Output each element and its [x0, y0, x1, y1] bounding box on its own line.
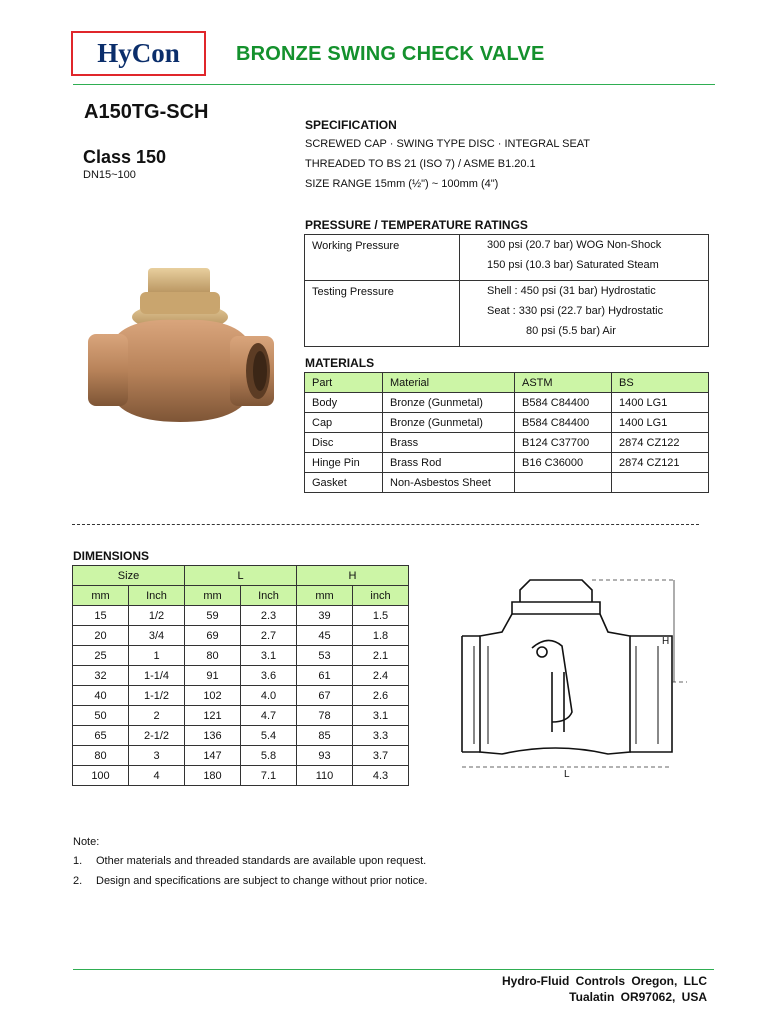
- table-cell: 39: [297, 606, 353, 626]
- drawing-cap: [520, 580, 592, 602]
- note-number: 1.: [73, 855, 83, 867]
- table-cell: Bronze (Gunmetal): [383, 393, 515, 413]
- table-cell: 3.7: [353, 746, 409, 766]
- rating-values: [460, 235, 709, 281]
- materials-heading: MATERIALS: [305, 356, 375, 370]
- table-header-row: [305, 373, 709, 393]
- table-cell: 4.0: [241, 686, 297, 706]
- table-cell: 3.1: [353, 706, 409, 726]
- note-number: 2.: [73, 875, 83, 887]
- table-cell: 1400 LG1: [612, 393, 709, 413]
- table-cell: Non-Asbestos Sheet: [383, 473, 515, 493]
- rating-label: Testing Pressure: [305, 281, 460, 347]
- note-text: Other materials and threaded standards are available upon request.: [96, 855, 427, 867]
- table-cell: 80: [185, 646, 241, 666]
- table-cell: 53: [297, 646, 353, 666]
- table-row: [73, 606, 409, 626]
- table-row: [73, 626, 409, 646]
- table-row: [305, 433, 709, 453]
- dn-range: DN15~100: [83, 169, 136, 181]
- drawing-label-l: L: [564, 769, 570, 780]
- table-cell: 91: [185, 666, 241, 686]
- materials-table: [304, 372, 709, 493]
- table-row: [73, 746, 409, 766]
- column-header: mm: [185, 586, 241, 606]
- note-text: Design and specifications are subject to change without prior notice.: [96, 875, 428, 887]
- notes-heading: Note:: [73, 836, 100, 848]
- column-header: Inch: [129, 586, 185, 606]
- top-divider: [73, 84, 715, 85]
- table-cell: 5.8: [241, 746, 297, 766]
- dimensions-table: [72, 565, 409, 786]
- table-cell: 80: [73, 746, 129, 766]
- table-cell: 1-1/4: [129, 666, 185, 686]
- table-row: [305, 473, 709, 493]
- drawing-cap-flange: [512, 602, 600, 614]
- spec-line: THREADED TO BS 21 (ISO 7) / ASME B1.20.1: [305, 158, 536, 170]
- rating-line: Seat : 330 psi (22.7 bar) Hydrostatic: [487, 305, 664, 317]
- table-cell: 1.5: [353, 606, 409, 626]
- table-cell: 4.3: [353, 766, 409, 786]
- table-cell: 7.1: [241, 766, 297, 786]
- column-header: Inch: [241, 586, 297, 606]
- table-cell: 32: [73, 666, 129, 686]
- table-cell: B124 C37700: [515, 433, 612, 453]
- note-item: [73, 855, 426, 867]
- table-cell: Cap: [305, 413, 383, 433]
- ratings-table: [304, 234, 709, 347]
- ratings-heading: PRESSURE / TEMPERATURE RATINGS: [305, 218, 528, 232]
- column-header: BS: [612, 373, 709, 393]
- note-item: [73, 875, 427, 887]
- bottom-divider: [73, 969, 714, 970]
- table-cell: 1400 LG1: [612, 413, 709, 433]
- table-cell: 78: [297, 706, 353, 726]
- table-cell: 93: [297, 746, 353, 766]
- table-cell: 180: [185, 766, 241, 786]
- drawing-label-h: H: [662, 636, 670, 647]
- table-row: [73, 666, 409, 686]
- table-cell: 5.4: [241, 726, 297, 746]
- section-divider: [72, 524, 699, 525]
- table-cell: 65: [73, 726, 129, 746]
- table-cell: 20: [73, 626, 129, 646]
- table-cell: Brass Rod: [383, 453, 515, 473]
- table-cell: 121: [185, 706, 241, 726]
- spec-line: SIZE RANGE 15mm (½") ~ 100mm (4"): [305, 178, 499, 190]
- table-cell: B584 C84400: [515, 393, 612, 413]
- rating-line: 150 psi (10.3 bar) Saturated Steam: [487, 259, 659, 271]
- rating-line: 300 psi (20.7 bar) WOG Non-Shock: [487, 239, 662, 251]
- valve-thread: [253, 351, 267, 391]
- specification-heading: SPECIFICATION: [305, 118, 397, 132]
- table-cell: Gasket: [305, 473, 383, 493]
- rating-line: Shell : 450 psi (31 bar) Hydrostatic: [487, 285, 656, 297]
- document-title: BRONZE SWING CHECK VALVE: [236, 43, 545, 65]
- rating-label: Working Pressure: [305, 235, 460, 281]
- table-cell: Disc: [305, 433, 383, 453]
- column-header: Part: [305, 373, 383, 393]
- brand-name: HyCon: [97, 38, 180, 68]
- table-cell: 61: [297, 666, 353, 686]
- table-cell: 1-1/2: [129, 686, 185, 706]
- table-cell: Brass: [383, 433, 515, 453]
- table-cell: 100: [73, 766, 129, 786]
- table-cell: 3/4: [129, 626, 185, 646]
- valve-cross-section-drawing: [452, 572, 697, 787]
- table-cell: 2874 CZ121: [612, 453, 709, 473]
- table-cell: 110: [297, 766, 353, 786]
- table-cell: 3.3: [353, 726, 409, 746]
- model-number: A150TG-SCH: [84, 101, 209, 123]
- table-cell: 40: [73, 686, 129, 706]
- table-row: [73, 686, 409, 706]
- table-cell: 2.7: [241, 626, 297, 646]
- table-cell: 1: [129, 646, 185, 666]
- table-cell: 2.4: [353, 666, 409, 686]
- table-cell: 4: [129, 766, 185, 786]
- rating-values: [460, 281, 709, 347]
- column-group-header: Size: [73, 566, 185, 586]
- table-cell: 2.1: [353, 646, 409, 666]
- table-cell: 1/2: [129, 606, 185, 626]
- rating-line: 80 psi (5.5 bar) Air: [526, 325, 616, 337]
- table-cell: 2874 CZ122: [612, 433, 709, 453]
- column-header: ASTM: [515, 373, 612, 393]
- drawing-seat: [552, 672, 564, 732]
- table-cell: 2.3: [241, 606, 297, 626]
- table-cell: [612, 473, 709, 493]
- table-subheader-row: [73, 586, 409, 606]
- table-row: [73, 726, 409, 746]
- drawing-hinge-pin: [537, 647, 547, 657]
- table-cell: B584 C84400: [515, 413, 612, 433]
- valve-inlet: [88, 334, 128, 406]
- column-header: mm: [73, 586, 129, 606]
- dimensions-heading: DIMENSIONS: [73, 549, 150, 563]
- table-row: [305, 453, 709, 473]
- column-group-header: L: [185, 566, 297, 586]
- table-cell: 102: [185, 686, 241, 706]
- column-group-header: H: [297, 566, 409, 586]
- table-cell: Body: [305, 393, 383, 413]
- table-cell: 59: [185, 606, 241, 626]
- footer-address: Tualatin OR97062, USA: [569, 990, 707, 1004]
- table-cell: 15: [73, 606, 129, 626]
- table-row: [305, 235, 709, 281]
- table-cell: 147: [185, 746, 241, 766]
- valve-bonnet: [140, 292, 220, 314]
- valve-photo: [80, 262, 280, 432]
- table-cell: 2-1/2: [129, 726, 185, 746]
- table-cell: 25: [73, 646, 129, 666]
- column-header: Material: [383, 373, 515, 393]
- table-row: [305, 413, 709, 433]
- table-row: [305, 281, 709, 347]
- table-cell: 67: [297, 686, 353, 706]
- table-row: [73, 706, 409, 726]
- table-cell: 45: [297, 626, 353, 646]
- table-cell: 3.6: [241, 666, 297, 686]
- table-cell: Hinge Pin: [305, 453, 383, 473]
- table-cell: B16 C36000: [515, 453, 612, 473]
- brand-logo: [71, 31, 206, 76]
- drawing-body: [480, 614, 630, 754]
- table-cell: 3.1: [241, 646, 297, 666]
- table-cell: 2.6: [353, 686, 409, 706]
- table-cell: 69: [185, 626, 241, 646]
- table-cell: 2: [129, 706, 185, 726]
- table-cell: 4.7: [241, 706, 297, 726]
- table-header-row: [73, 566, 409, 586]
- spec-line: SCREWED CAP · SWING TYPE DISC · INTEGRAL SEAT: [305, 138, 591, 150]
- footer-company: Hydro-Fluid Controls Oregon, LLC: [502, 974, 707, 988]
- drawing-inlet: [462, 636, 480, 752]
- column-header: inch: [353, 586, 409, 606]
- table-cell: 3: [129, 746, 185, 766]
- table-cell: Bronze (Gunmetal): [383, 413, 515, 433]
- table-cell: 136: [185, 726, 241, 746]
- table-row: [305, 393, 709, 413]
- pressure-class: Class 150: [83, 147, 167, 167]
- column-header: mm: [297, 586, 353, 606]
- table-row: [73, 646, 409, 666]
- table-cell: 50: [73, 706, 129, 726]
- table-cell: 85: [297, 726, 353, 746]
- table-cell: [515, 473, 612, 493]
- table-row: [73, 766, 409, 786]
- table-cell: 1.8: [353, 626, 409, 646]
